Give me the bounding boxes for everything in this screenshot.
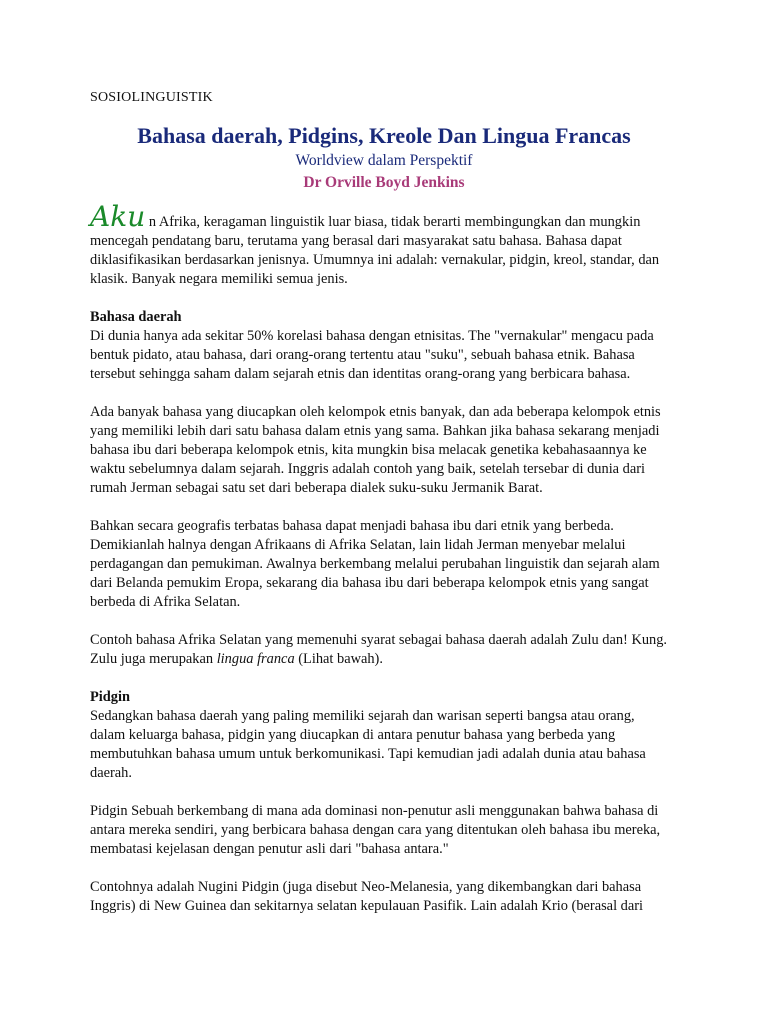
document-category-label: SOSIOLINGUISTIK — [90, 90, 213, 105]
section-heading-pidgin: Pidgin — [90, 689, 130, 705]
body-paragraph: Di dunia hanya ada sekitar 50% korelasi bahasa dengan etnisitas. The "vernakular" mengacu pada bentuk pidato, atau bahasa, dari orang-orang tertentu atau "suku", sebuah bahasa etnik. Bahasa tersebut sehingga saham dalam sejarah etnis dan identitas orang-orang yang berbicara bahasa. — [90, 328, 654, 382]
closing-text-before: Contoh bahasa Afrika Selatan yang memenuhi syarat sebagai bahasa daerah adalah Zulu dan! Kung. Zulu juga merupakan — [90, 632, 668, 667]
intro-paragraph — [90, 200, 670, 289]
intro-dropcap-word: Aku — [90, 200, 146, 233]
document-subtitle: Worldview dalam Perspektif — [295, 152, 473, 169]
closing-text-italic: lingua franca — [216, 651, 295, 667]
document-body — [90, 200, 670, 935]
body-paragraph-closing — [90, 631, 670, 669]
body-paragraph: Pidgin Sebuah berkembang di mana ada dominasi non-penutur asli menggunakan bahwa bahasa di antara mereka sendiri, yang berbicara bahasa dengan cara yang ditentukan oleh bahasa ibu mereka, membatasi kejelasan dengan penutur asli dari "bahasa antara." — [90, 803, 661, 857]
closing-text-after: (Lihat bawah). — [294, 651, 383, 667]
body-paragraph: Ada banyak bahasa yang diucapkan oleh kelompok etnis banyak, dan ada beberapa kelompok etnis yang memiliki lebih dari satu bahasa dalam etnis yang sama. Bahkan jika bahasa sekarang menjadi bahasa ibu dari beberapa kelompok etnis, kita mungkin bisa melacak genetika kebahasaannya ke waktu sebelumnya dalam sejarah. Inggris adalah contoh yang baik, setelah tersebar di dunia dari rumah Jerman sebagai satu set dari beberapa dialek suku-suku Jermanik Barat. — [90, 404, 661, 496]
section-heading-bahasa-daerah: Bahasa daerah — [90, 309, 182, 325]
body-paragraph: Bahkan secara geografis terbatas bahasa dapat menjadi bahasa ibu dari etnik yang berbeda. Demikianlah halnya dengan Afrikaans di Afrika Selatan, lain lidah Jerman menyebar melalui perdagangan dan pemukiman. Awalnya berkembang melalui perubahan linguistik dan sejarah alam dari Belanda pemukim Eropa, sekarang dia bahasa ibu dari beberapa kelompok etnis yang sangat berbeda di Afrika Selatan. — [90, 518, 660, 610]
document-title: Bahasa daerah, Pidgins, Kreole Dan Lingua Francas — [137, 123, 631, 148]
document-author: Dr Orville Boyd Jenkins — [303, 174, 465, 191]
body-paragraph: Sedangkan bahasa daerah yang paling memiliki sejarah dan warisan seperti bangsa atau orang, dalam keluarga bahasa, pidgin yang diucapkan di antara penutur bahasa yang berbeda yang membutuhkan bahasa umum untuk berkomunikasi. Tapi kemudian jadi adalah dunia atau bahasa daerah. — [90, 708, 646, 781]
body-paragraph: Contohnya adalah Nugini Pidgin (juga disebut Neo-Melanesia, yang dikembangkan dari bahasa Inggris) di New Guinea dan sekitarnya selatan kepulauan Pasifik. Lain adalah Krio (berasal dari — [90, 879, 644, 914]
intro-text: n Afrika, keragaman linguistik luar biasa, tidak berarti membingungkan dan mungkin mencegah pendatang baru, terutama yang berasal dari masyarakat satu bahasa. Bahasa dapat diklasifikasikan berdasarkan jenisnya. Umumnya ini adalah: vernakular, pidgin, kreol, standar, dan klasik. Banyak negara memiliki semua jenis. — [90, 214, 660, 287]
